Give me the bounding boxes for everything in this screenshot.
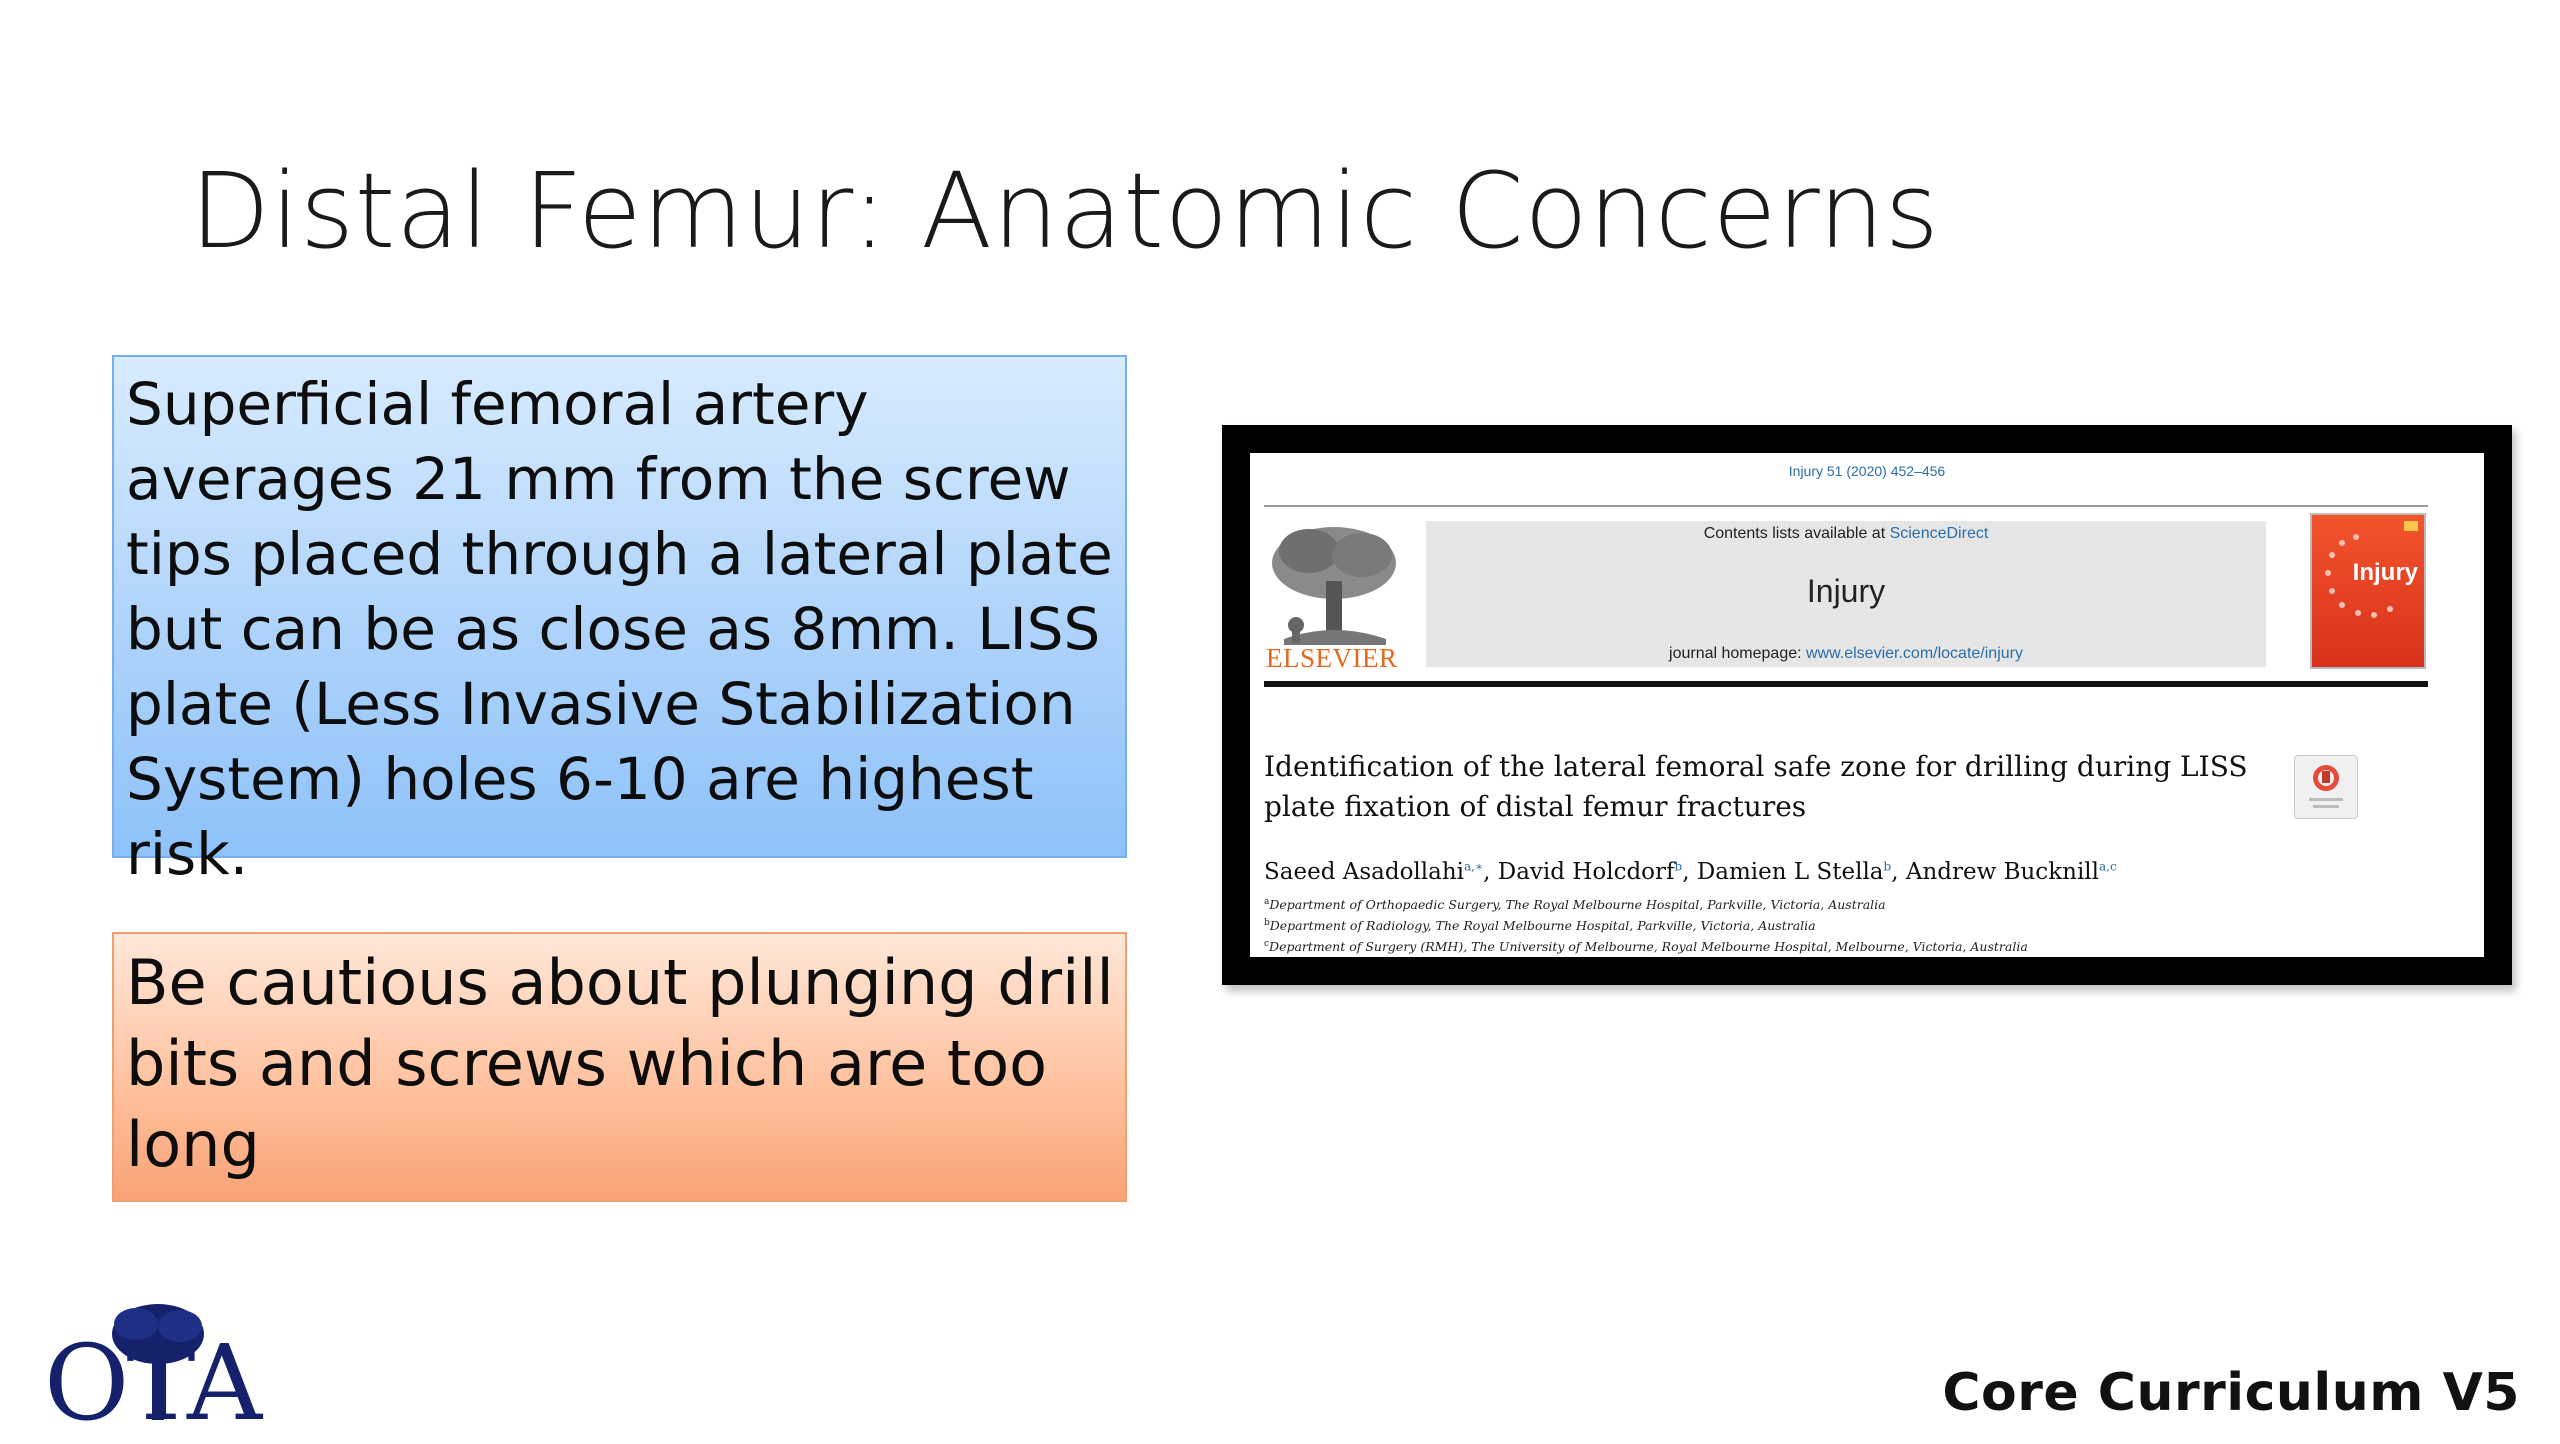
affiliation-text: Department of Orthopaedic Surgery, The Royal Melbourne Hospital, Parkville, Victoria, Australia xyxy=(1269,897,1886,913)
affiliation-text: Department of Surgery (RMH), The University of Melbourne, Royal Melbourne Hospital, Melbourne, Victoria, Australia xyxy=(1269,939,2028,955)
article-title: Identification of the lateral femoral safe zone for drilling during LISS plate fixation of distal femur fractures xyxy=(1264,750,2248,823)
affiliation-mark: c xyxy=(1264,939,1270,950)
contents-line xyxy=(1426,525,2266,543)
core-curriculum-brand: Core Curriculum V5 xyxy=(1942,1363,2520,1423)
header-divider xyxy=(1264,505,2428,507)
paper-page xyxy=(1250,453,2484,957)
paper-screenshot xyxy=(1222,425,2512,985)
homepage-prefix: journal homepage: xyxy=(1669,645,1806,662)
ota-logo: OTA xyxy=(44,1322,260,1444)
affiliation-line xyxy=(1264,893,2028,914)
affiliation-text: Department of Radiology, The Royal Melbourne Hospital, Parkville, Victoria, Australia xyxy=(1269,918,1816,934)
author-separator: , xyxy=(1891,859,1906,885)
cover-dots-icon xyxy=(2312,515,2424,667)
author-name[interactable]: Andrew Bucknill xyxy=(1905,859,2100,885)
author-list xyxy=(1264,859,2117,885)
affiliation-list xyxy=(1264,893,2028,956)
title-divider xyxy=(1264,681,2428,687)
homepage-line xyxy=(1426,645,2266,663)
check-for-updates-badge[interactable] xyxy=(2294,755,2358,819)
elsevier-wordmark: ELSEVIER xyxy=(1266,643,1398,673)
author-separator: , xyxy=(1483,859,1498,885)
cover-title: Injury xyxy=(2352,559,2418,586)
affiliation-mark: b xyxy=(1264,918,1270,929)
bookmark-icon xyxy=(2295,756,2357,818)
author-affiliation-mark: b xyxy=(1883,859,1892,874)
sciencedirect-link[interactable]: ScienceDirect xyxy=(1889,525,1989,542)
artery-risk-box: Superficial femoral artery averages 21 mm from the screw tips placed through a lateral plate but can be as close as 8mm. LISS plate (Less Invasive Stabilization System) holes 6-10 are highest risk. xyxy=(112,355,1127,858)
author-affiliation-mark: b xyxy=(1674,859,1683,874)
author-name[interactable]: Saeed Asadollahi xyxy=(1264,859,1465,885)
contents-prefix: Contents lists available at xyxy=(1703,525,1890,542)
caution-box: Be cautious about plunging drill bits and screws which are too long xyxy=(112,932,1127,1202)
affiliation-line xyxy=(1264,914,2028,935)
slide-title: Distal Femur: Anatomic Concerns xyxy=(190,150,1940,272)
affiliation-line xyxy=(1264,935,2028,956)
affiliation-mark: a xyxy=(1264,897,1270,907)
author-affiliation-mark: a,c xyxy=(2099,859,2117,874)
author-name[interactable]: Damien L Stella xyxy=(1696,859,1884,885)
journal-banner xyxy=(1426,521,2266,667)
author-name[interactable]: David Holcdorf xyxy=(1497,859,1675,885)
author-separator: , xyxy=(1682,859,1697,885)
homepage-link[interactable]: www.elsevier.com/locate/injury xyxy=(1806,645,2023,662)
journal-name: Injury xyxy=(1806,573,1886,609)
journal-citation: Injury 51 (2020) 452–456 xyxy=(1788,463,1946,479)
journal-cover xyxy=(2310,513,2426,669)
author-affiliation-mark: a,∗ xyxy=(1464,859,1484,874)
